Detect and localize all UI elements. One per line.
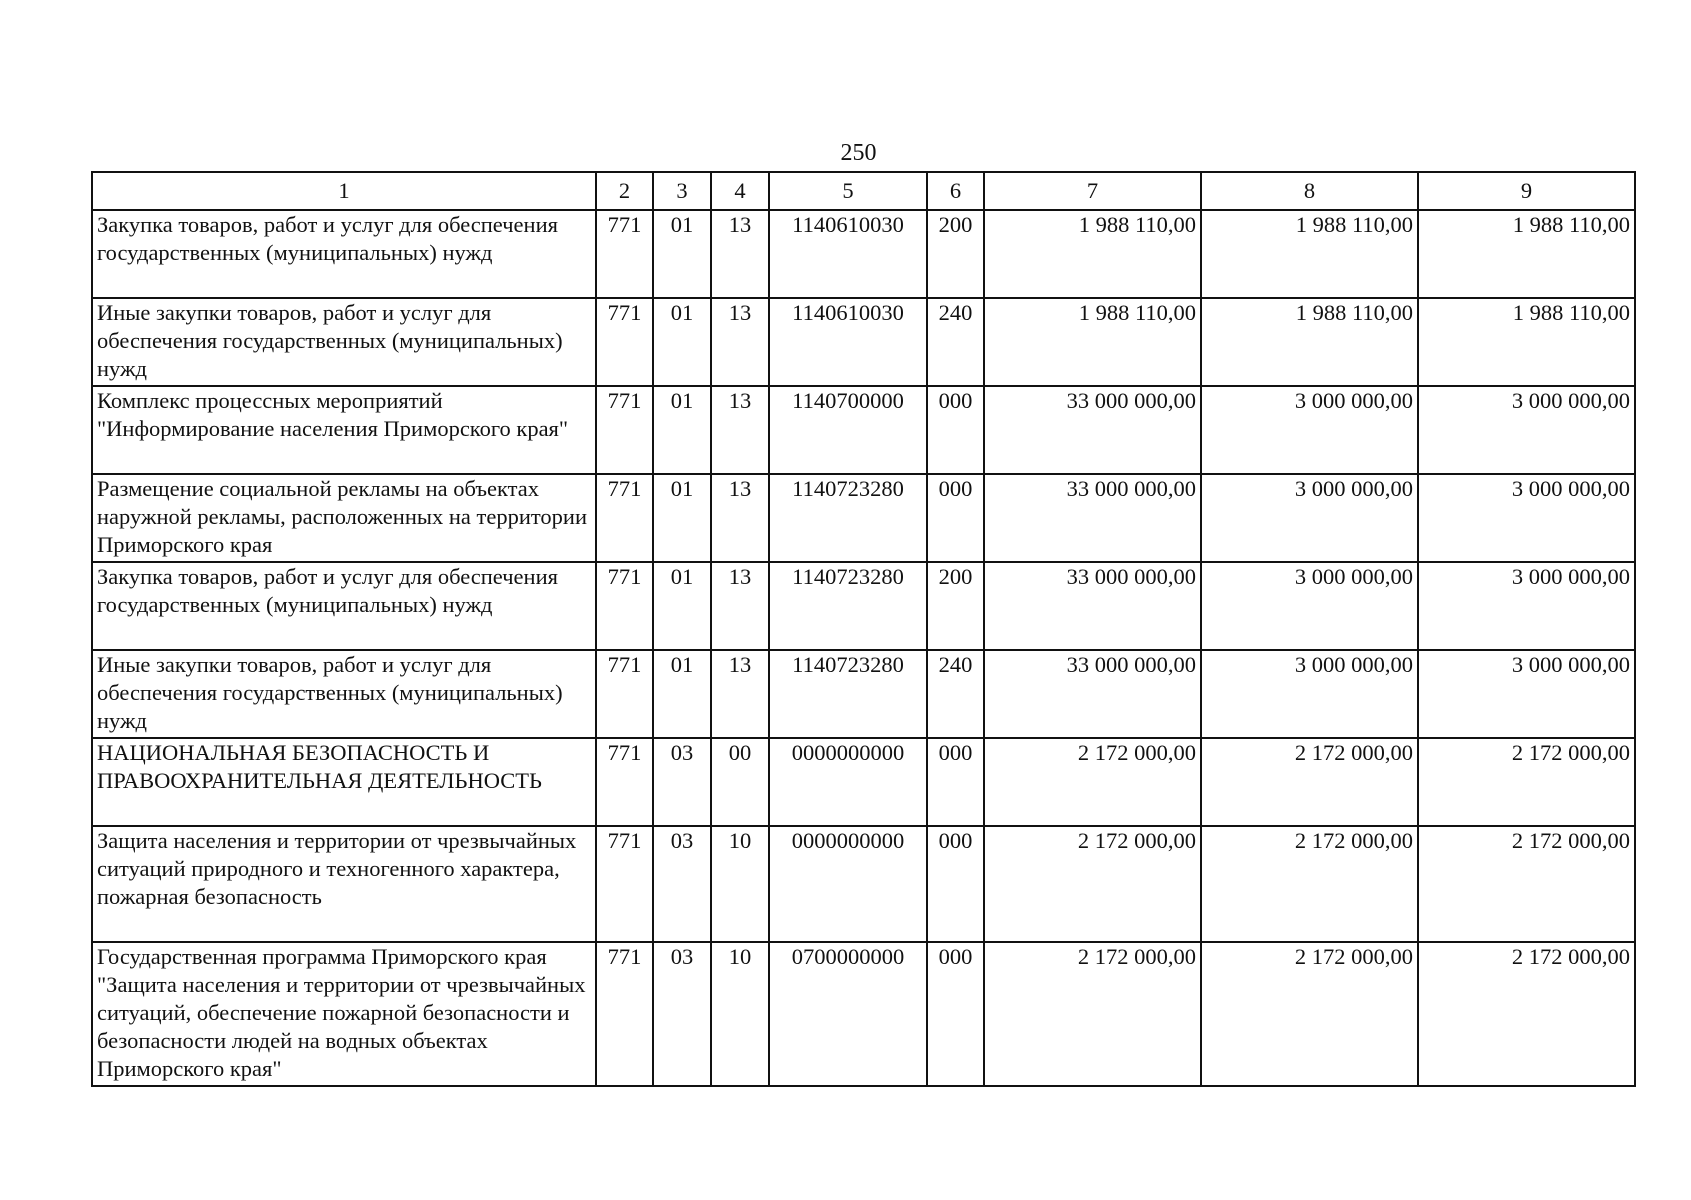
amount-col-7: 33 000 000,00: [984, 386, 1201, 474]
amount-col-8: 3 000 000,00: [1201, 562, 1418, 650]
row-name: Защита населения и территории от чрезвычайных ситуаций природного и техногенного характера, пожарная безопасность: [92, 826, 596, 942]
code-csr: 0700000000: [769, 942, 927, 1086]
column-header: 8: [1201, 172, 1418, 210]
row-name: Государственная программа Приморского края "Защита населения и территории от чрезвычайных ситуаций, обеспечение пожарной безопасности и безопасности людей на водных объектах Приморского края": [92, 942, 596, 1086]
amount-col-7: 33 000 000,00: [984, 650, 1201, 738]
code-csr: 0000000000: [769, 738, 927, 826]
code-pr: 10: [711, 942, 769, 1086]
row-name: Иные закупки товаров, работ и услуг для обеспечения государственных (муниципальных) нужд: [92, 298, 596, 386]
code-vr: 240: [927, 650, 984, 738]
column-header: 9: [1418, 172, 1635, 210]
amount-col-9: 1 988 110,00: [1418, 210, 1635, 298]
code-rz: 01: [653, 562, 711, 650]
code-rz: 01: [653, 386, 711, 474]
code-vr: 240: [927, 298, 984, 386]
code-ved: 771: [596, 826, 653, 942]
code-rz: 01: [653, 474, 711, 562]
table-row: [92, 650, 1635, 738]
code-rz: 01: [653, 210, 711, 298]
amount-col-8: 1 988 110,00: [1201, 210, 1418, 298]
code-ved: 771: [596, 942, 653, 1086]
table-row: [92, 738, 1635, 826]
code-vr: 000: [927, 386, 984, 474]
row-name: Комплекс процессных мероприятий "Информирование населения Приморского края": [92, 386, 596, 474]
amount-col-7: 1 988 110,00: [984, 298, 1201, 386]
table-row: [92, 298, 1635, 386]
code-pr: 00: [711, 738, 769, 826]
code-vr: 200: [927, 562, 984, 650]
column-header: 2: [596, 172, 653, 210]
code-pr: 10: [711, 826, 769, 942]
code-ved: 771: [596, 738, 653, 826]
code-csr: 0000000000: [769, 826, 927, 942]
amount-col-9: 1 988 110,00: [1418, 298, 1635, 386]
row-name: Размещение социальной рекламы на объектах наружной рекламы, расположенных на территории Приморского края: [92, 474, 596, 562]
code-ved: 771: [596, 562, 653, 650]
amount-col-9: 3 000 000,00: [1418, 562, 1635, 650]
row-name: Иные закупки товаров, работ и услуг для обеспечения государственных (муниципальных) нужд: [92, 650, 596, 738]
code-vr: 000: [927, 738, 984, 826]
code-csr: 1140723280: [769, 474, 927, 562]
amount-col-9: 3 000 000,00: [1418, 650, 1635, 738]
amount-col-7: 33 000 000,00: [984, 474, 1201, 562]
amount-col-8: 2 172 000,00: [1201, 826, 1418, 942]
column-header: 6: [927, 172, 984, 210]
code-pr: 13: [711, 298, 769, 386]
amount-col-8: 3 000 000,00: [1201, 474, 1418, 562]
row-name: НАЦИОНАЛЬНАЯ БЕЗОПАСНОСТЬ И ПРАВООХРАНИТЕЛЬНАЯ ДЕЯТЕЛЬНОСТЬ: [92, 738, 596, 826]
amount-col-8: 1 988 110,00: [1201, 298, 1418, 386]
table-row: [92, 474, 1635, 562]
code-pr: 13: [711, 650, 769, 738]
amount-col-9: 3 000 000,00: [1418, 474, 1635, 562]
code-ved: 771: [596, 474, 653, 562]
header-row: [92, 172, 1635, 210]
amount-col-7: 2 172 000,00: [984, 942, 1201, 1086]
column-header: 5: [769, 172, 927, 210]
table-row: [92, 386, 1635, 474]
code-ved: 771: [596, 386, 653, 474]
amount-col-8: 3 000 000,00: [1201, 650, 1418, 738]
amount-col-9: 2 172 000,00: [1418, 826, 1635, 942]
row-name: Закупка товаров, работ и услуг для обеспечения государственных (муниципальных) нужд: [92, 210, 596, 298]
code-rz: 01: [653, 650, 711, 738]
column-header: 1: [92, 172, 596, 210]
code-rz: 01: [653, 298, 711, 386]
code-pr: 13: [711, 210, 769, 298]
amount-col-9: 2 172 000,00: [1418, 738, 1635, 826]
code-ved: 771: [596, 210, 653, 298]
amount-col-7: 1 988 110,00: [984, 210, 1201, 298]
code-vr: 000: [927, 942, 984, 1086]
code-rz: 03: [653, 826, 711, 942]
amount-col-7: 33 000 000,00: [984, 562, 1201, 650]
amount-col-8: 3 000 000,00: [1201, 386, 1418, 474]
table-row: [92, 826, 1635, 942]
table-row: [92, 942, 1635, 1086]
code-vr: 000: [927, 826, 984, 942]
code-ved: 771: [596, 298, 653, 386]
amount-col-8: 2 172 000,00: [1201, 738, 1418, 826]
amount-col-9: 3 000 000,00: [1418, 386, 1635, 474]
code-csr: 1140610030: [769, 210, 927, 298]
code-ved: 771: [596, 650, 653, 738]
row-name: Закупка товаров, работ и услуг для обеспечения государственных (муниципальных) нужд: [92, 562, 596, 650]
amount-col-7: 2 172 000,00: [984, 826, 1201, 942]
code-rz: 03: [653, 942, 711, 1086]
budget-table: [91, 171, 1636, 1087]
code-csr: 1140723280: [769, 650, 927, 738]
code-vr: 200: [927, 210, 984, 298]
code-pr: 13: [711, 474, 769, 562]
page-number: 250: [840, 140, 877, 166]
code-pr: 13: [711, 562, 769, 650]
code-vr: 000: [927, 474, 984, 562]
table-row: [92, 562, 1635, 650]
code-csr: 1140723280: [769, 562, 927, 650]
table-row: [92, 210, 1635, 298]
code-rz: 03: [653, 738, 711, 826]
amount-col-9: 2 172 000,00: [1418, 942, 1635, 1086]
column-header: 7: [984, 172, 1201, 210]
code-pr: 13: [711, 386, 769, 474]
column-header: 3: [653, 172, 711, 210]
code-csr: 1140700000: [769, 386, 927, 474]
amount-col-7: 2 172 000,00: [984, 738, 1201, 826]
amount-col-8: 2 172 000,00: [1201, 942, 1418, 1086]
column-header: 4: [711, 172, 769, 210]
code-csr: 1140610030: [769, 298, 927, 386]
